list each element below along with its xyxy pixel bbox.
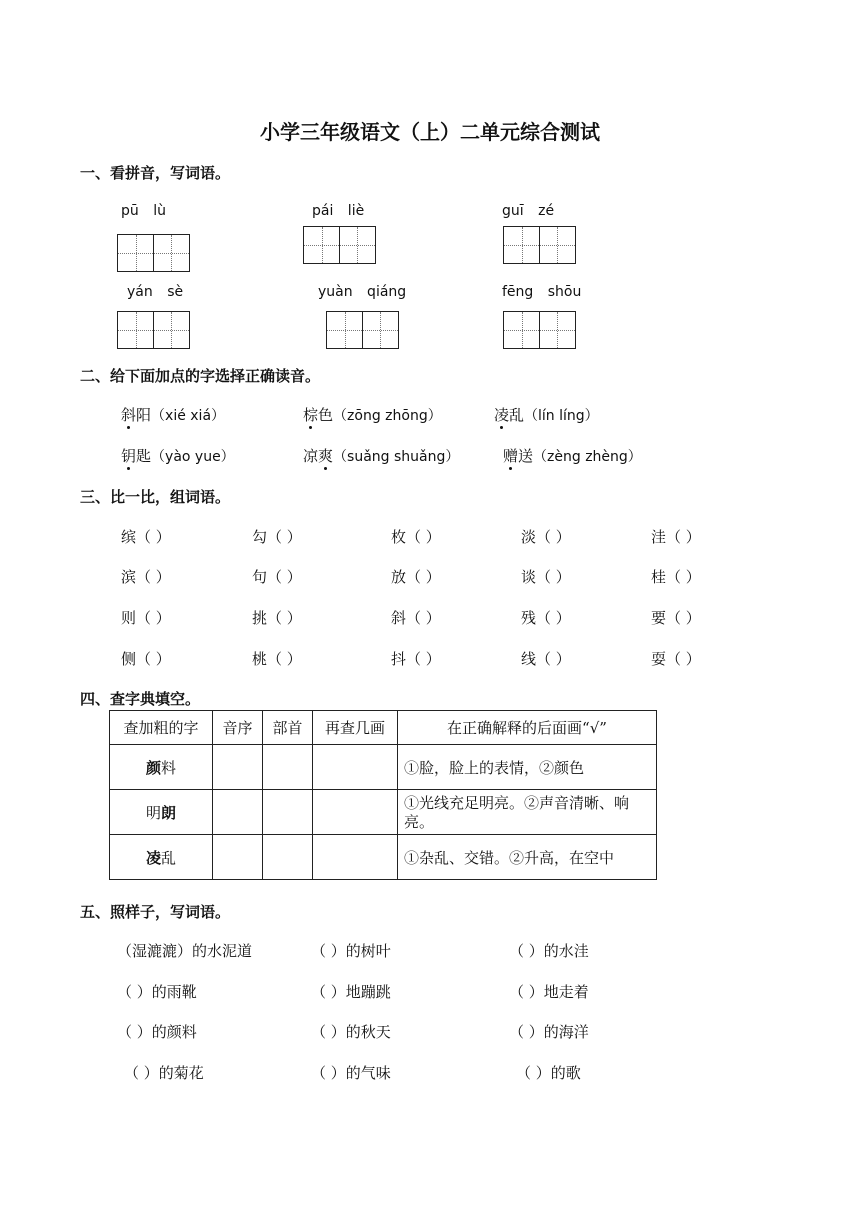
section-5-heading: 五、照样子，写词语。 xyxy=(80,903,231,921)
answer-cell[interactable] xyxy=(263,790,313,835)
compare-item: 句（ ） xyxy=(252,568,302,586)
answer-cell[interactable] xyxy=(313,790,398,835)
phrase-item: （ ）的歌 xyxy=(516,1064,581,1082)
writing-grid-2[interactable] xyxy=(303,226,376,264)
meaning-cell: ①杂乱、交错。②升高，在空中 xyxy=(398,835,657,880)
table-row xyxy=(110,835,657,880)
table-header-row xyxy=(110,711,657,745)
phrase-item: （ ）的水洼 xyxy=(509,942,589,960)
compare-item: 则（ ） xyxy=(121,609,171,627)
compare-item: 耍（ ） xyxy=(651,650,701,668)
phrase-item: （ ）的颜料 xyxy=(117,1023,197,1041)
word-cell: 凌乱 xyxy=(110,835,213,880)
compare-item: 残（ ） xyxy=(521,609,571,627)
compare-item: 线（ ） xyxy=(521,650,571,668)
compare-item: 洼（ ） xyxy=(651,528,701,546)
table-row xyxy=(110,790,657,835)
dictionary-table xyxy=(109,710,657,880)
col-header: 再查几画 xyxy=(313,711,398,745)
phrase-item: （ ）的气味 xyxy=(311,1064,391,1082)
phrase-item: （ ）地蹦跳 xyxy=(311,983,391,1001)
compare-item: 要（ ） xyxy=(651,609,701,627)
compare-item: 斜（ ） xyxy=(391,609,441,627)
compare-item: 抖（ ） xyxy=(391,650,441,668)
phrase-item: （ ）地走着 xyxy=(509,983,589,1001)
compare-item: 勾（ ） xyxy=(252,528,302,546)
phrase-item: （湿漉漉）的水泥道 xyxy=(117,942,253,960)
pinyin-3: guī zé xyxy=(502,203,555,219)
compare-item: 枚（ ） xyxy=(391,528,441,546)
meaning-cell: ①光线充足明亮。②声音清晰、响亮。 xyxy=(398,790,657,835)
compare-item: 挑（ ） xyxy=(252,609,302,627)
col-header: 查加粗的字 xyxy=(110,711,213,745)
reading-item: 凉爽（suǎng shuǎng） xyxy=(303,447,460,465)
writing-grid-3[interactable] xyxy=(503,226,576,264)
compare-item: 放（ ） xyxy=(391,568,441,586)
pinyin-1: pū lù xyxy=(121,203,166,219)
phrase-item: （ ）的树叶 xyxy=(311,942,391,960)
col-header: 音序 xyxy=(213,711,263,745)
pinyin-5: yuàn qiáng xyxy=(318,284,407,300)
reading-item: 赠送（zèng zhèng） xyxy=(503,447,642,465)
phrase-item: （ ）的雨靴 xyxy=(117,983,197,1001)
writing-grid-6[interactable] xyxy=(503,311,576,349)
col-header: 部首 xyxy=(263,711,313,745)
reading-item: 钥匙（yào yue） xyxy=(121,447,235,465)
answer-cell[interactable] xyxy=(213,790,263,835)
section-2-heading: 二、给下面加点的字选择正确读音。 xyxy=(80,367,321,385)
table-row xyxy=(110,745,657,790)
compare-item: 侧（ ） xyxy=(121,650,171,668)
answer-cell[interactable] xyxy=(213,835,263,880)
answer-cell[interactable] xyxy=(313,835,398,880)
meaning-cell: ①脸，脸上的表情，②颜色 xyxy=(398,745,657,790)
reading-item: 斜阳（xié xiá） xyxy=(121,406,226,424)
compare-item: 桂（ ） xyxy=(651,568,701,586)
phrase-item: （ ）的菊花 xyxy=(124,1064,204,1082)
reading-item: 棕色（zōng zhōng） xyxy=(303,406,442,424)
section-3-heading: 三、比一比，组词语。 xyxy=(80,488,231,506)
compare-item: 桃（ ） xyxy=(252,650,302,668)
word-cell: 明朗 xyxy=(110,790,213,835)
compare-item: 淡（ ） xyxy=(521,528,571,546)
answer-cell[interactable] xyxy=(263,835,313,880)
writing-grid-4[interactable] xyxy=(117,311,190,349)
pinyin-2: pái liè xyxy=(312,203,365,219)
pinyin-6: fēng shōu xyxy=(502,284,582,300)
writing-grid-1[interactable] xyxy=(117,234,190,272)
phrase-item: （ ）的秋天 xyxy=(311,1023,391,1041)
compare-item: 缤（ ） xyxy=(121,528,171,546)
section-1-heading: 一、看拼音，写词语。 xyxy=(80,164,231,182)
writing-grid-5[interactable] xyxy=(326,311,399,349)
word-cell: 颜料 xyxy=(110,745,213,790)
section-4-heading: 四、查字典填空。 xyxy=(80,690,201,708)
col-header: 在正确解释的后面画“√” xyxy=(398,711,657,745)
reading-item: 凌乱（lín líng） xyxy=(494,406,599,424)
answer-cell[interactable] xyxy=(313,745,398,790)
phrase-item: （ ）的海洋 xyxy=(509,1023,589,1041)
answer-cell[interactable] xyxy=(263,745,313,790)
page-title: 小学三年级语文（上）二单元综合测试 xyxy=(260,120,600,144)
compare-item: 谈（ ） xyxy=(521,568,571,586)
pinyin-4: yán sè xyxy=(127,284,184,300)
answer-cell[interactable] xyxy=(213,745,263,790)
compare-item: 滨（ ） xyxy=(121,568,171,586)
